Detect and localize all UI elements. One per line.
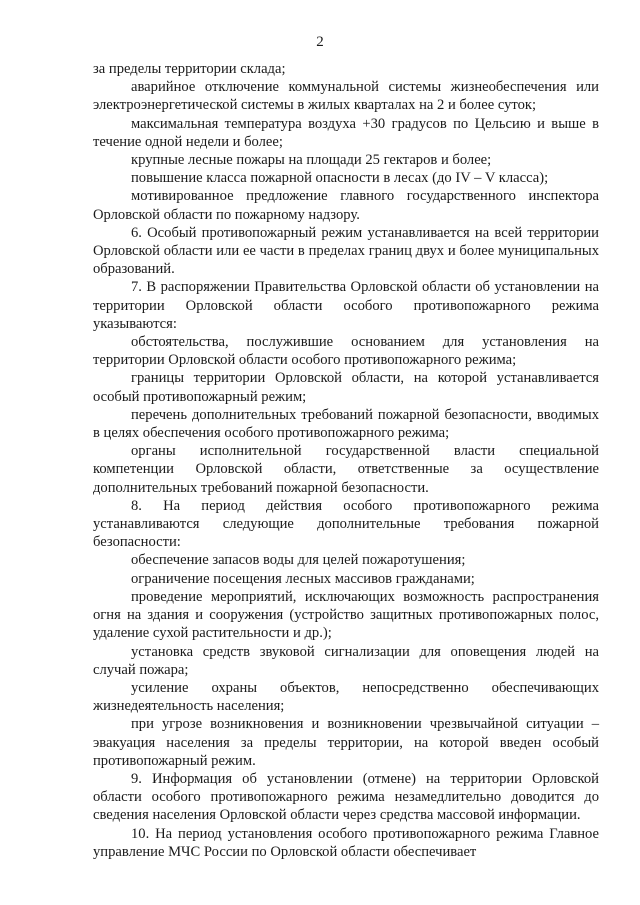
paragraph: перечень дополнительных требований пожарной безопасности, вводимых в целях обеспечения особого противопожарного режима; — [93, 406, 599, 442]
paragraph: проведение мероприятий, исключающих возможность распространения огня на здания и сооружения (устройство защитных противопожарных полос, удаление сухой растительности и др.); — [93, 588, 599, 642]
paragraph: органы исполнительной государственной власти специальной компетенции Орловской области, ответственные за осуществление дополнительных требований пожарной безопасности. — [93, 443, 599, 496]
paragraph: установка средств звуковой сигнализации для оповещения людей на случай пожара; — [93, 643, 599, 678]
page-number: 2 — [316, 34, 324, 50]
document-body — [93, 60, 599, 861]
paragraph: аварийное отключение коммунальной системы жизнеобеспечения или электроэнергетической системы в жилых кварталах на 2 и более суток; — [93, 79, 599, 114]
paragraph: мотивированное предложение главного государственного инспектора Орловской области по пожарному надзору. — [93, 188, 599, 223]
paragraph: за пределы территории склада; — [93, 61, 286, 77]
paragraph: 6. Особый противопожарный режим устанавливается на всей территории Орловской области или ее части в пределах границ двух и более муниципальных образований. — [93, 224, 599, 278]
paragraph: 7. В распоряжении Правительства Орловской области об установлении на территории Орловской области особого противопожарного режима указываются: — [93, 279, 599, 332]
paragraph: 8. На период действия особого противопожарного режима устанавливаются следующие дополнительные требования пожарной безопасности: — [93, 497, 599, 551]
paragraph: обеспечение запасов воды для целей пожаротушения; — [131, 552, 466, 569]
paragraph: максимальная температура воздуха +30 градусов по Цельсию и выше в течение одной недели и более; — [93, 115, 599, 150]
paragraph: повышение класса пожарной опасности в лесах (до IV – V класса); — [131, 170, 549, 187]
paragraph: 10. На период установления особого противопожарного режима Главное управление МЧС России по Орловской области обеспечивает — [93, 825, 599, 860]
paragraph: при угрозе возникновения и возникновении чрезвычайной ситуации – эвакуация населения за пределы территории, на которой введен особый противопожарный режим. — [93, 716, 599, 769]
paragraph: крупные лесные пожары на площади 25 гектаров и более; — [131, 152, 492, 169]
paragraph: границы территории Орловской области, на которой устанавливается особый противопожарный режим; — [93, 370, 599, 405]
paragraph: 9. Информация об установлении (отмене) на территории Орловской области особого противопожарного режима незамедлительно доводится до сведения населения Орловской области через средства массовой информации. — [93, 770, 599, 824]
paragraph: усиление охраны объектов, непосредственно обеспечивающих жизнедеятельность населения; — [93, 679, 599, 715]
paragraph: обстоятельства, послужившие основанием для установления на территории Орловской области особого противопожарного режима; — [93, 334, 599, 369]
paragraph: ограничение посещения лесных массивов гражданами; — [131, 570, 475, 587]
